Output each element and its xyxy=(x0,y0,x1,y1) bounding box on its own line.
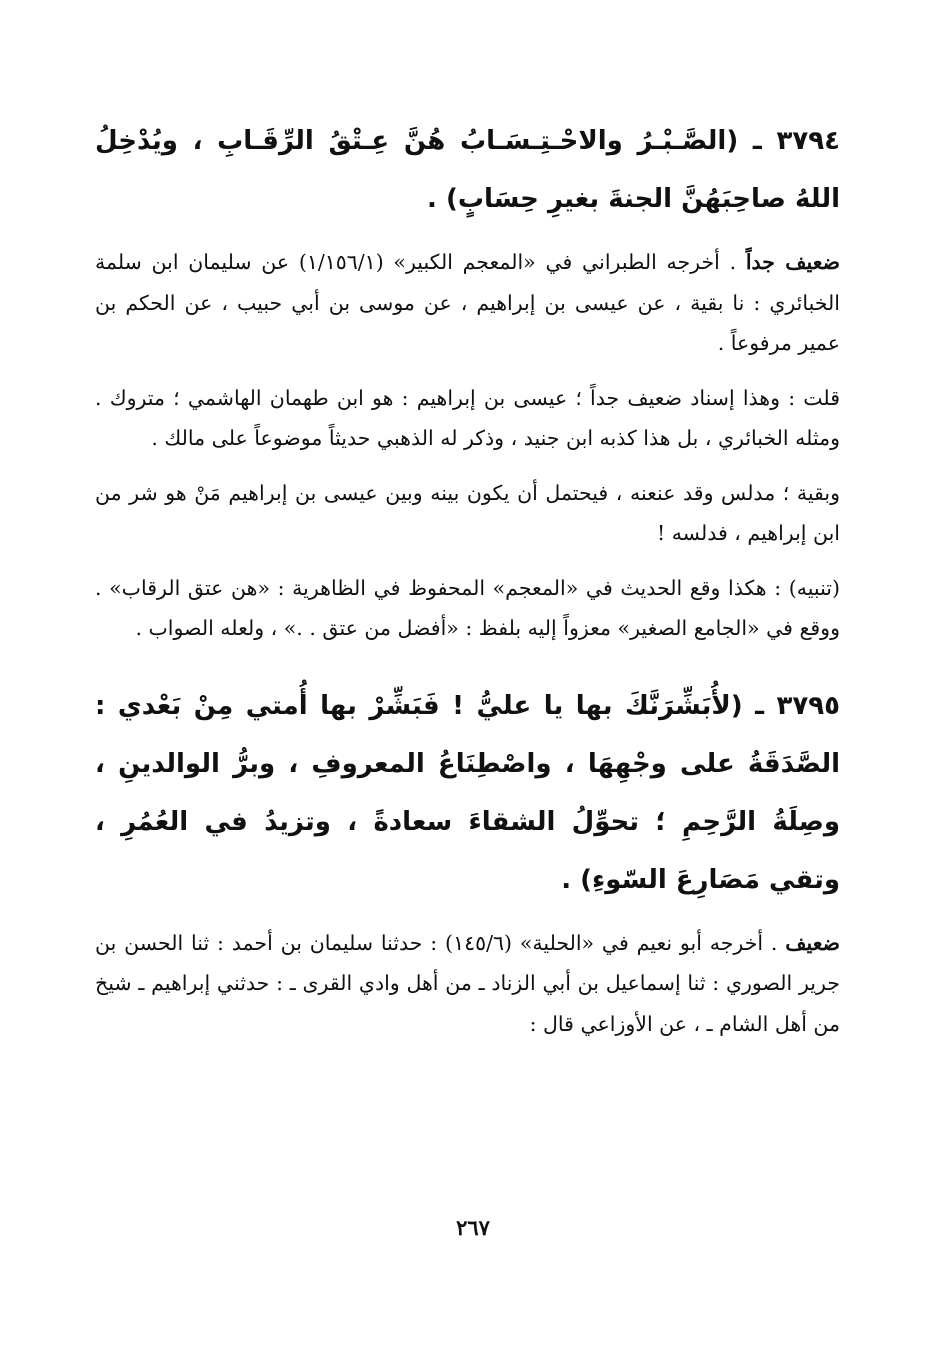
grade-label: ضعيف جداً xyxy=(745,250,840,274)
grade-paragraph-3795 xyxy=(95,923,840,1045)
hadith-3795 xyxy=(95,677,840,909)
page-body xyxy=(95,112,840,1052)
hadith-3794 xyxy=(95,112,840,228)
hadith-text: ـ (لأُبَشِّرَنَّكَ بها يا عليُّ ! فَبَشِّرْ بها أُمتي مِنْ بَعْدي : الصَّدَقَةُ على وجْهِهَا ، واصْطِنَاعُ المعروفِ ، وبرُّ الوالدينِ ، وصِلَةُ الرَّحِمِ ؛ تحوِّلُ الشقاءَ سعادةً ، وتزيدُ في العُمُرِ ، وتقي مَصَارِعَ السّوءِ) . xyxy=(95,690,840,895)
note-paragraph xyxy=(95,568,840,649)
grade-paragraph-3794 xyxy=(95,242,840,364)
takhrij-text: . أخرجه الطبراني في «المعجم الكبير» (١/١٥٦/١) عن سليمان ابن سلمة الخبائري : نا بقية ، عن عيسى بن إبراهيم ، عن موسى بن أبي حبيب ، عن الحكم بن عمير مرفوعاً . xyxy=(95,250,840,355)
page-number: ٢٦٧ xyxy=(456,1215,490,1240)
commentary-paragraph: قلت : وهذا إسناد ضعيف جداً ؛ عيسى بن إبراهيم : هو ابن طهمان الهاشمي ؛ متروك . ومثله الخبائري ، بل هذا كذبه ابن جنيد ، وذكر له الذهبي حديثاً موضوعاً على مالك . xyxy=(95,385,840,450)
note-text: : هكذا وقع الحديث في «المعجم» المحفوظ في الظاهرية : «هن عتق الرقاب» . ووقع في «الجامع الصغير» معزواً إليه بلفظ : «أفضل من عتق . .» ، ولعله الصواب . xyxy=(95,575,840,640)
hadith-number: ٣٧٩٥ xyxy=(776,690,840,721)
grade-label: ضعيف xyxy=(785,930,840,955)
hadith-text: ـ (الصَّـبْـرُ والاحْـتِـسَـابُ هُنَّ عِـتْقُ الرِّقَـابِ ، ويُدْخِلُ اللهُ صاحِبَهُنَّ الجنةَ بغيرِ حِسَابٍ) . xyxy=(95,126,840,214)
takhrij-text: . أخرجه أبو نعيم في «الحلية» (١٤٥/٦) : حدثنا سليمان بن أحمد : ثنا الحسن بن جرير الصوري : ثنا إسماعيل بن أبي الزناد ـ من أهل وادي القرى ـ : حدثني إبراهيم ـ شيخ من أهل الشام ـ ، عن الأوزاعي قال : xyxy=(95,930,840,1036)
commentary-paragraph: وبقية ؛ مدلس وقد عنعنه ، فيحتمل أن يكون بينه وبين عيسى بن إبراهيم مَنْ هو شر من ابن إبراهيم ، فدلسه ! xyxy=(95,480,840,545)
note-label: (تنبيه) xyxy=(788,575,840,600)
hadith-number: ٣٧٩٤ xyxy=(776,126,840,156)
